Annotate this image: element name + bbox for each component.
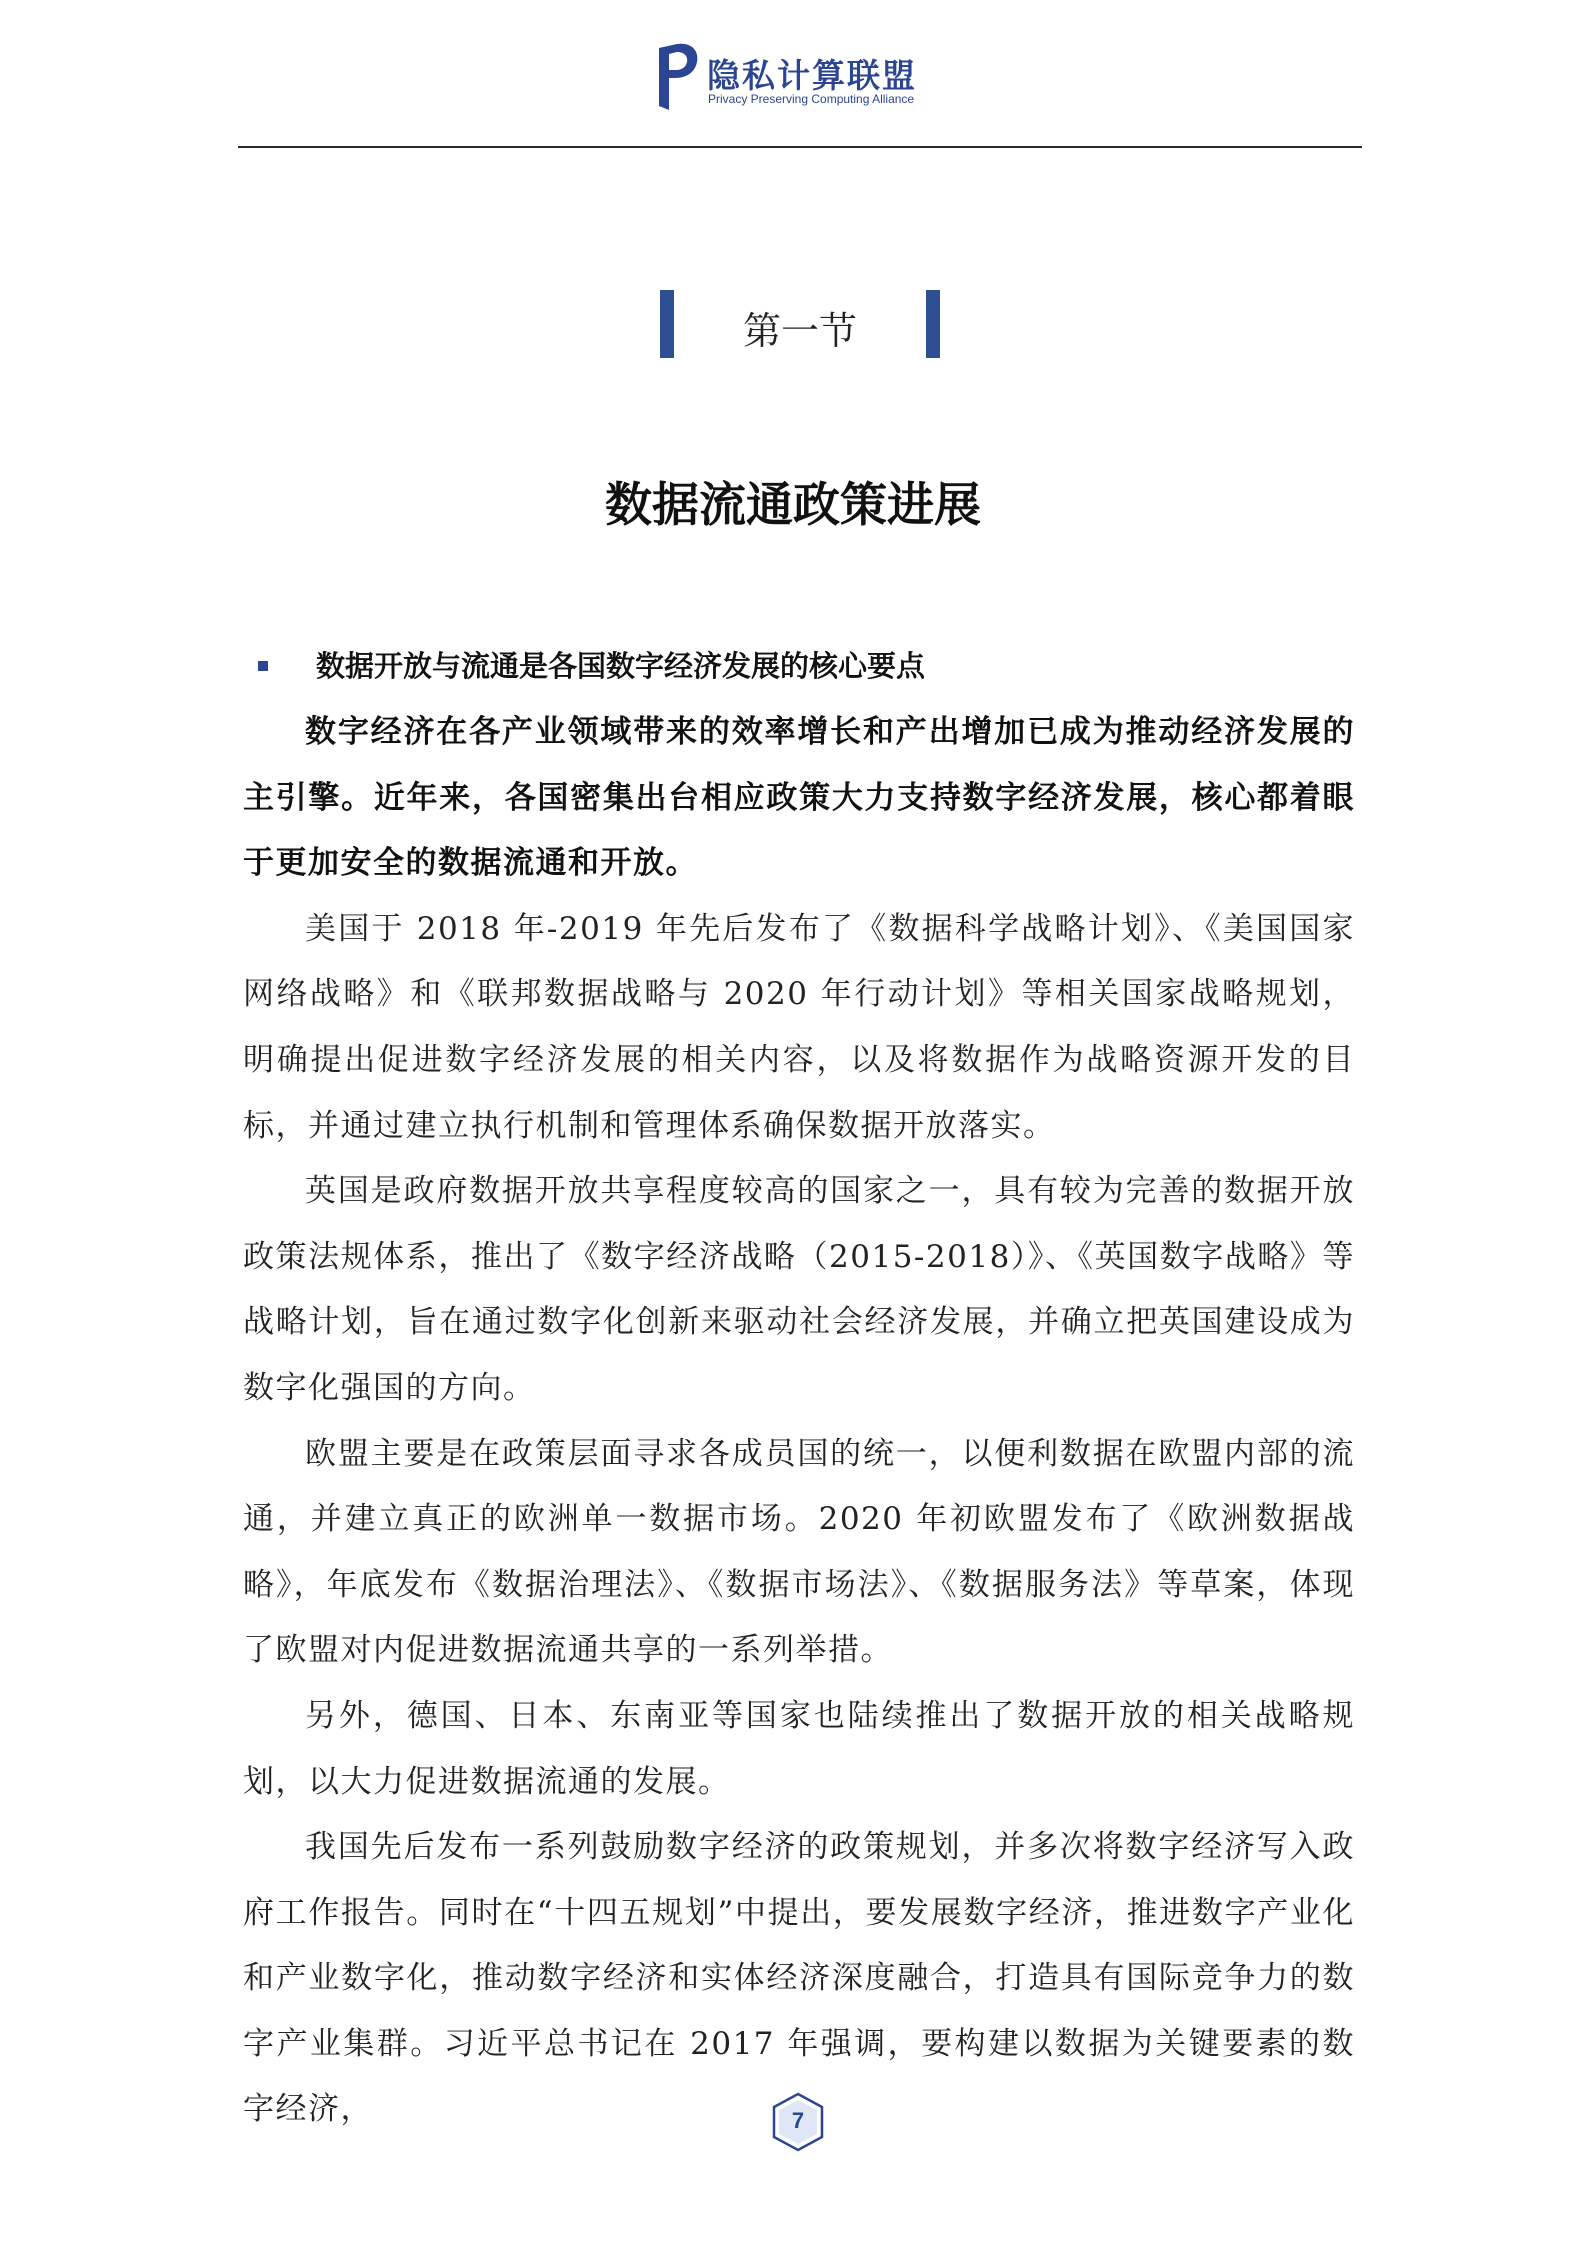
header-divider (238, 146, 1362, 148)
paragraph-eu: 欧盟主要是在政策层面寻求各成员国的统一，以便利数据在欧盟内部的流通，并建立真正的欧洲单一数据市场。2020 年初欧盟发布了《欧洲数据战略》，年底发布《数据治理法》、《数据市场法》、《数据服务法》等草案，体现了欧盟对内促进数据流通共享的一系列举措。 (243, 1435, 1355, 1669)
alliance-logo (655, 40, 935, 112)
paragraph-intro: 数字经济在各产业领域带来的效率增长和产出增加已成为推动经济发展的主引擎。近年来，各国密集出台相应政策大力支持数字经济发展，核心都着眼于更加安全的数据流通和开放。 (243, 714, 1355, 882)
section-marker (660, 290, 940, 358)
bullet-heading-text: 数据开放与流通是各国数字经济发展的核心要点 (316, 649, 926, 683)
section-bar-right (926, 290, 940, 358)
body-text (243, 700, 1355, 2143)
paragraph-china: 我国先后发布一系列鼓励数字经济的政策规划，并多次将数字经济写入政府工作报告。同时在“十四五规划”中提出，要发展数字经济，推进数字产业化和产业数字化，推动数字经济和实体经济深度融合，打造具有国际竞争力的数字产业集群。习近平总书记在 2017 年强调，要构建以数据为关键要素的数字经济， (243, 1829, 1355, 2128)
page-number: 7 (791, 2108, 805, 2133)
logo-english-name: Privacy Preserving Computing Alliance (708, 92, 915, 106)
paragraph-uk: 英国是政府数据开放共享程度较高的国家之一，具有较为完善的数据开放政策法规体系，推出了《数字经济战略（2015-2018）》、《英国数字战略》等战略计划，旨在通过数字化创新来驱动社会经济发展，并确立把英国建设成为数字化强国的方向。 (243, 1173, 1355, 1406)
logo-chinese-name: 隐私计算联盟 (707, 56, 917, 95)
square-bullet-icon (258, 661, 268, 671)
logo-p-mark-icon (655, 40, 701, 112)
page-header (0, 0, 1586, 150)
page-number-badge (771, 2092, 825, 2152)
page-title: 数据流通政策进展 (605, 478, 981, 533)
section-label: 第一节 (742, 309, 857, 353)
paragraph-usa: 美国于 2018 年-2019 年先后发布了《数据科学战略计划》、《美国国家网络战略》和《联邦数据战略与 2020 年行动计划》等相关国家战略规划，明确提出促进数字经济发展的相关内容，以及将数据作为战略资源开发的目标，并通过建立执行机制和管理体系确保数据开放落实。 (243, 910, 1355, 1144)
paragraph-others: 另外，德国、日本、东南亚等国家也陆续推出了数据开放的相关战略规划，以大力促进数据流通的发展。 (243, 1697, 1355, 1800)
